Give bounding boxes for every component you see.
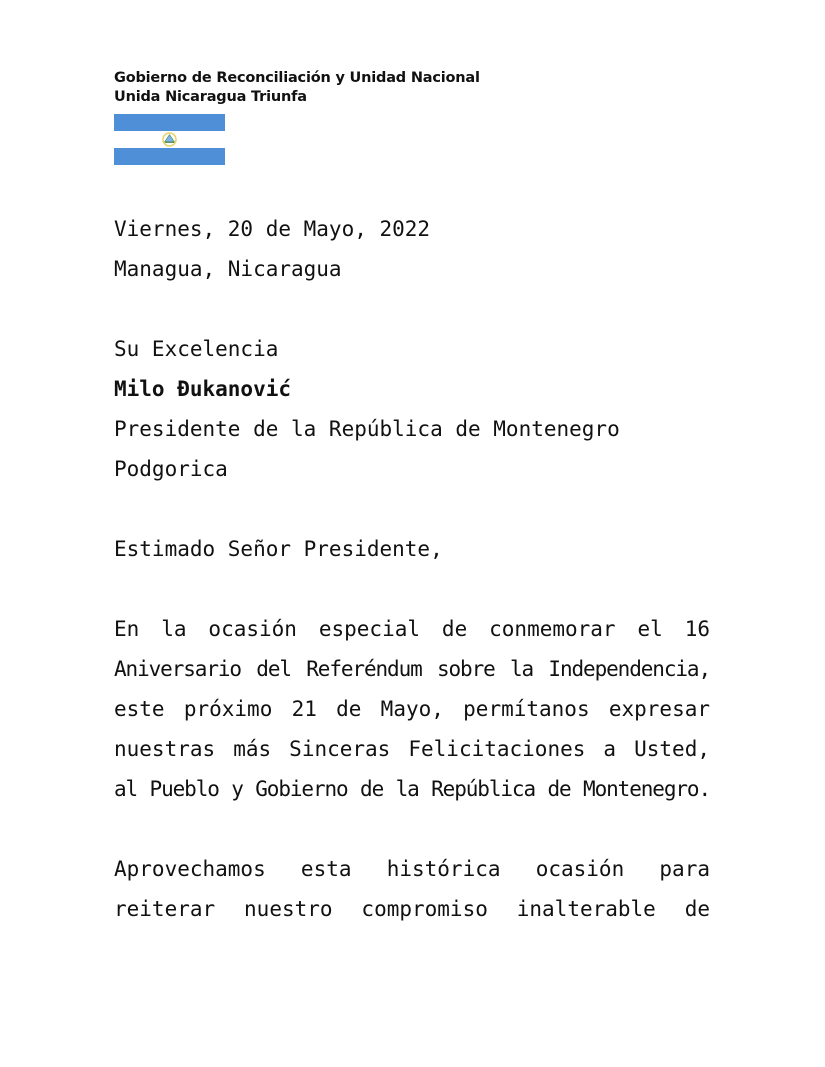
letter-greeting: Estimado Señor Presidente, <box>114 537 443 561</box>
paragraph-1-line: al Pueblo y Gobierno de la República de Montenegro. <box>114 777 710 801</box>
flag-bottom-stripe <box>114 148 225 165</box>
letter-body <box>114 209 710 929</box>
letterhead-slogan: Unida Nicaragua Triunfa <box>114 89 307 105</box>
paragraph-1 <box>114 609 710 809</box>
paragraph-1-line: este próximo 21 de Mayo, permítanos expresar <box>114 697 710 721</box>
flag-top-stripe <box>114 114 225 131</box>
letterhead <box>114 69 480 107</box>
recipient-position: Presidente de la República de Montenegro <box>114 417 620 441</box>
paragraph-1-line: nuestras más Sinceras Felicitaciones a Usted, <box>114 737 710 761</box>
letterhead-government-name: Gobierno de Reconciliación y Unidad Nacional <box>114 70 480 86</box>
paragraph-2-line: reiterar nuestro compromiso inalterable de <box>114 897 710 921</box>
paragraph-2 <box>114 849 710 929</box>
recipient-name: Milo Đukanović <box>114 377 292 401</box>
letter-place: Managua, Nicaragua <box>114 257 342 281</box>
letter-date: Viernes, 20 de Mayo, 2022 <box>114 217 431 241</box>
paragraph-2-line: Aprovechamos esta histórica ocasión para <box>114 857 710 881</box>
recipient-title: Su Excelencia <box>114 337 279 361</box>
paragraph-1-line: Aniversario del Referéndum sobre la Independencia, <box>114 657 710 681</box>
paragraph-1-line: En la ocasión especial de conmemorar el 16 <box>114 617 710 641</box>
recipient-city: Podgorica <box>114 457 228 481</box>
nicaragua-flag-icon <box>114 114 225 165</box>
